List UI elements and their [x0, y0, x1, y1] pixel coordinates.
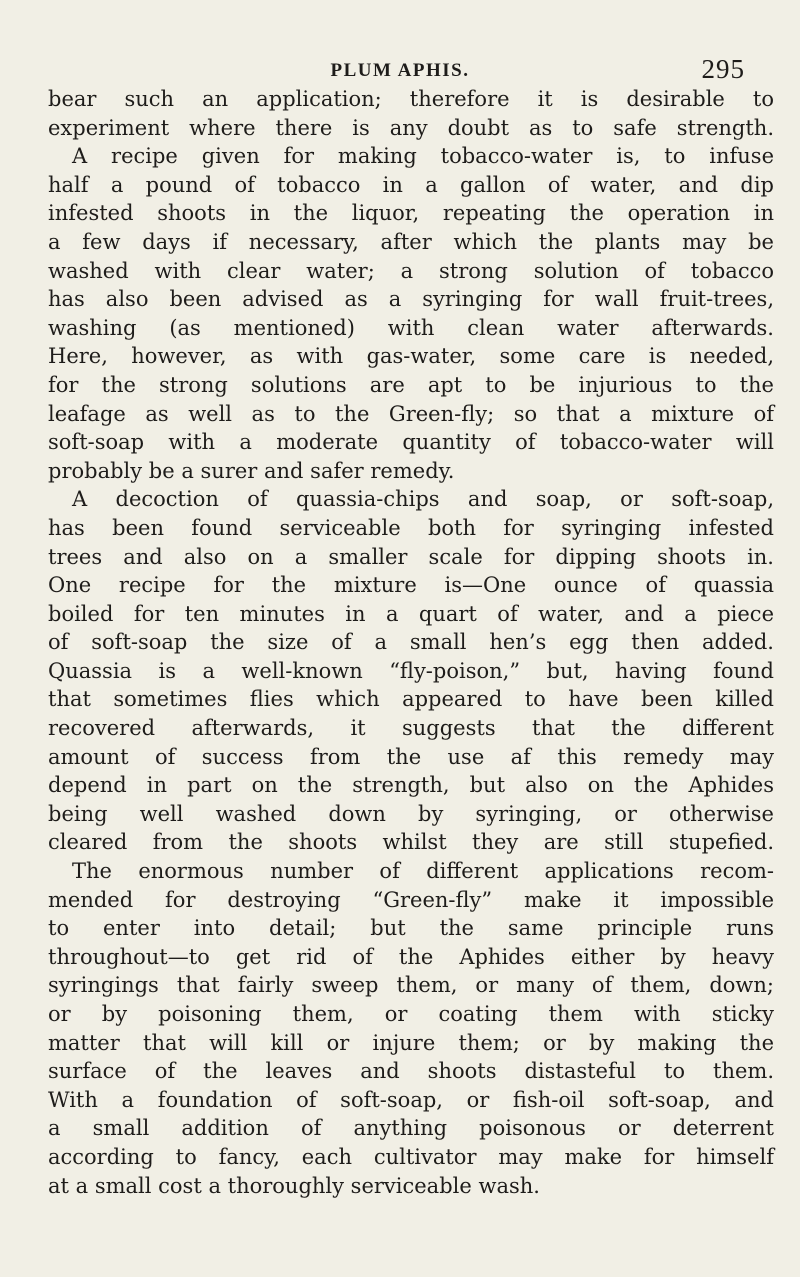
text-line: The enormous number of different applications recom-	[72, 859, 774, 884]
text-line: leafage as well as to the Green-fly; so that a mixture of	[48, 401, 774, 426]
text-line: to enter into detail; but the same principle runs	[48, 916, 774, 941]
text-line: syringings that fairly sweep them, or many of them, down;	[48, 973, 774, 998]
text-line: that sometimes flies which appeared to have been killed	[48, 687, 774, 712]
text-line: recovered afterwards, it suggests that the different	[48, 716, 774, 741]
text-line: a small addition of anything poisonous or deterrent	[48, 1116, 774, 1141]
text-line: a few days if necessary, after which the plants may be	[48, 229, 774, 254]
text-line: at a small cost a thoroughly serviceable wash.	[48, 1173, 540, 1198]
text-line: infested shoots in the liquor, repeating the operation in	[48, 201, 774, 226]
text-line: or by poisoning them, or coating them with sticky	[48, 1002, 774, 1026]
text-line: has also been advised as a syringing for wall fruit-trees,	[48, 287, 774, 312]
text-line: for the strong solutions are apt to be injurious to the	[48, 372, 774, 397]
text-line: A recipe given for making tobacco-water is, to infuse	[72, 144, 774, 169]
text-line: probably be a surer and safer remedy.	[48, 458, 455, 483]
text-line: amount of success from the use af this remedy may	[48, 744, 774, 769]
text-line: A decoction of quassia-chips and soap, or soft-soap,	[72, 487, 774, 512]
text-line: Here, however, as with gas-water, some care is needed,	[48, 344, 774, 369]
text-line: One recipe for the mixture is—One ounce of quassia	[48, 573, 774, 598]
text-line: matter that will kill or injure them; or by making the	[48, 1030, 774, 1055]
running-title: PLUM APHIS.	[330, 60, 470, 81]
text-line: Quassia is a well-known “fly-poison,” but, having found	[48, 658, 774, 683]
text-line: With a foundation of soft-soap, or fish-oil soft-soap, and	[48, 1087, 774, 1112]
text-line: washed with clear water; a strong solution of tobacco	[48, 258, 774, 283]
text-line: soft-soap with a moderate quantity of tobacco-water will	[48, 430, 774, 455]
text-line: boiled for ten minutes in a quart of water, and a piece	[48, 601, 774, 626]
text-line: being well washed down by syringing, or otherwise	[48, 801, 774, 826]
text-line: washing (as mentioned) with clean water afterwards.	[48, 315, 774, 340]
text-line: throughout—to get rid of the Aphides either by heavy	[48, 944, 774, 969]
text-line: half a pound of tobacco in a gallon of water, and dip	[48, 172, 774, 197]
text-line: cleared from the shoots whilst they are still stupefied.	[48, 830, 774, 855]
text-line: has been found serviceable both for syringing infested	[48, 515, 774, 540]
text-line: trees and also on a smaller scale for dipping shoots in.	[48, 544, 774, 569]
text-line: according to fancy, each cultivator may make for himself	[48, 1144, 774, 1169]
page-number: 295	[701, 54, 745, 84]
text-line: of soft-soap the size of a small hen’s egg then added.	[48, 630, 774, 655]
text-line: experiment where there is any doubt as to safe strength.	[48, 115, 774, 140]
text-line: surface of the leaves and shoots distasteful to them.	[48, 1059, 774, 1084]
text-line: depend in part on the strength, but also on the Aphides	[48, 773, 774, 798]
text-line: bear such an application; therefore it is desirable to	[48, 87, 774, 111]
running-head	[0, 50, 800, 84]
text-line: mended for destroying “Green-fly” make it impossible	[48, 887, 774, 912]
body-text	[48, 85, 774, 1200]
